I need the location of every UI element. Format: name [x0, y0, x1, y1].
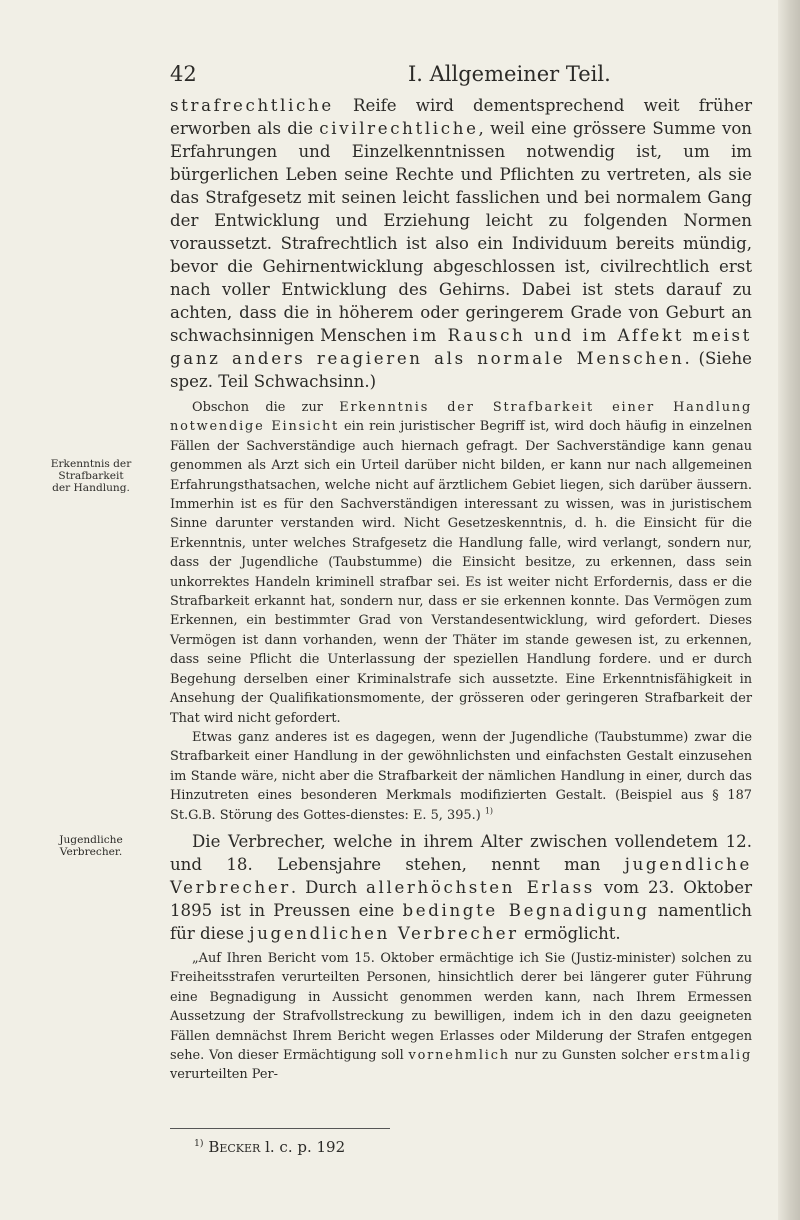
paragraph-4	[170, 830, 752, 945]
footnote-divider	[170, 1128, 390, 1129]
running-title: I. Allgemeiner Teil.	[408, 62, 611, 86]
emphasis-civilrechtliche: civilrechtliche	[319, 119, 479, 138]
text-run: . (Siehe spez. Teil Schwachsinn.)	[170, 349, 752, 391]
emphasis-begnadigung: bedingte Begnadigung	[402, 900, 650, 920]
emphasis-vornehmlich: vornehmlich	[408, 1047, 510, 1063]
emphasis-jugendliche-verbrecher: jugendliche Verbrecher	[170, 854, 752, 897]
text-run: „Auf Ihren Bericht vom 15. Oktober ermächtige ich Sie (Justiz-minister) solchen zu Freiheitsstrafen verurteilten Personen, hinsichtlich derer bei längerer guter Führung eine Begnadigung in Aussicht genommen werden kann, nach Ihrem Ermessen Aussetzung der Strafvollstreckung zu bewilligen, indem ich in den dazu geeigneten Fällen demnächst Ihrem Bericht wegen Erlasses oder Milderung der Strafen entgegen sehe. Von dieser Ermächtigung soll	[170, 950, 752, 1063]
emphasis-erstmalig: erstmalig	[673, 1047, 752, 1063]
text-run: . Durch	[290, 877, 366, 897]
text-run: Die Verbrecher, welche in ihrem Alter zwischen vollendetem 12. und 18. Lebensjahre stehen, nennt man	[170, 831, 752, 874]
emphasis-jugendlichen-verbrecher: jugendlichen Verbrecher	[249, 923, 519, 943]
emphasis-erlass: allerhöchsten Erlass	[365, 877, 595, 897]
paragraph-3	[170, 728, 752, 825]
text-run: vom 23. Oktober 1895 ist in Preussen eine	[170, 877, 752, 920]
margin-note-line: der Handlung.	[52, 482, 130, 494]
text-run: verurteilten Per-	[170, 1067, 279, 1083]
margin-note-erkenntnis	[16, 458, 166, 494]
paragraph-2	[170, 398, 752, 728]
footnote	[194, 1138, 345, 1156]
paragraph-1	[170, 94, 752, 393]
paragraph-5-quote	[170, 949, 752, 1085]
text-run: nur zu Gunsten solcher	[509, 1047, 674, 1063]
margin-note-line: Erkenntnis der	[50, 458, 132, 470]
footnote-reference-text: l. c. p. 192	[260, 1138, 346, 1156]
text-run: ein rein juristischer Begriff ist, wird doch häufig in einzelnen Fällen der Sachverständige auch hiernach gefragt. Der Sachverständige kann genau genommen als Arzt sich ein Urteil darüber nicht bilden, er kann nur nach allgemeinen Erfahrungsthatsachen, welche nicht auf ärztlichem Gebiet liegen, sich darüber äussern. Immerhin ist es für den Sachverständigen interessant zu wissen, was in juristischem Sinne darunter verstanden wird. Nicht Gesetzeskenntnis, d. h. die Einsicht für die Erkenntnis, unter welches Strafgesetz die Handlung falle, wird verlangt, sondern nur, dass der Jugendliche (Taubstumme) die Einsicht besitze, zu erkennen, dass sein unkorrektes Handeln kriminell strafbar sei. Es ist weiter nicht Erfordernis, dass er die Strafbarkeit erkannt hat, sondern nur, dass er sie erkennen konnte. Das Vermögen zum Erkennen, ein bestimmter Grad von Verstandesentwicklung, wird gefordert. Dieses Vermögen ist dann vorhanden, wenn der Thäter im stande gewesen ist, zu erkennen, dass seine Pflicht die Unterlassung der speziellen Handlung fordere. und er durch Begehung derselben einer Kriminalstrafe sich aussetzte. Eine Erkenntnisfähigkeit in Ansehung der Qualifikationsmomente, der grösseren oder geringeren Strafbarkeit der That wird nicht gefordert.	[170, 419, 752, 726]
margin-note-line: Jugendliche	[59, 834, 123, 846]
footnote-reference: 1)	[484, 806, 494, 816]
footnote-author: Becker	[208, 1138, 261, 1156]
text-run: namentlich für diese	[170, 900, 752, 943]
text-run: Etwas ganz anderes ist es dagegen, wenn der Jugendliche (Taubstumme) zwar die Strafbarkeit einer Handlung in der gewöhnlichsten und einfachsten Gestalt einzusehen im Stande wäre, nicht aber die Strafbarkeit der nämlichen Handlung in einer, durch das Hinzutreten eines besonderen Merkmals modifizierten Gestalt. (Beispiel aus § 187 St.G.B. Störung des Gottes-dienstes: E. 5, 395.)	[170, 729, 752, 823]
text-run: Obschon die zur	[192, 400, 340, 415]
text-run: ermöglicht.	[518, 923, 621, 943]
text-run: , weil eine grössere Summe von Erfahrungen und Einzelkenntnissen notwendig ist, um im bürgerlichen Leben seine Rechte und Pflichten zu vertreten, als sie das Strafgesetz mit seinen leicht fasslichen und bei normalem Gang der Entwicklung und Erziehung leicht zu folgenden Normen voraussetzt. Strafrechtlich ist also ein Individuum bereits mündig, bevor die Gehirnentwicklung abgeschlossen ist, civilrechtlich erst nach voller Entwicklung des Gehirns. Dabei ist stets darauf zu achten, dass die in höherem oder geringerem Grade von Geburt an schwachsinnigen Menschen	[170, 119, 752, 345]
margin-note-line: Verbrecher.	[59, 846, 123, 858]
margin-note-jugendliche	[16, 834, 166, 858]
text-run: Reife wird dementsprechend weit früher erworben als die	[170, 96, 752, 138]
page-number: 42	[170, 62, 197, 86]
body-text	[170, 94, 752, 1085]
margin-note-line: Strafbarkeit	[58, 470, 124, 482]
page-header	[170, 62, 730, 88]
footnote-marker: 1)	[194, 1138, 204, 1149]
page-edge-shadow	[778, 0, 800, 1220]
emphasis-rausch-affekt: im Rausch und im Affekt meist ganz anders reagieren als normale Menschen	[170, 326, 752, 368]
emphasis-erkenntnis: Erkenntnis der Strafbarkeit einer Handlung notwendige Einsicht	[170, 400, 752, 435]
emphasis-strafrechtliche: strafrechtliche	[170, 96, 334, 115]
